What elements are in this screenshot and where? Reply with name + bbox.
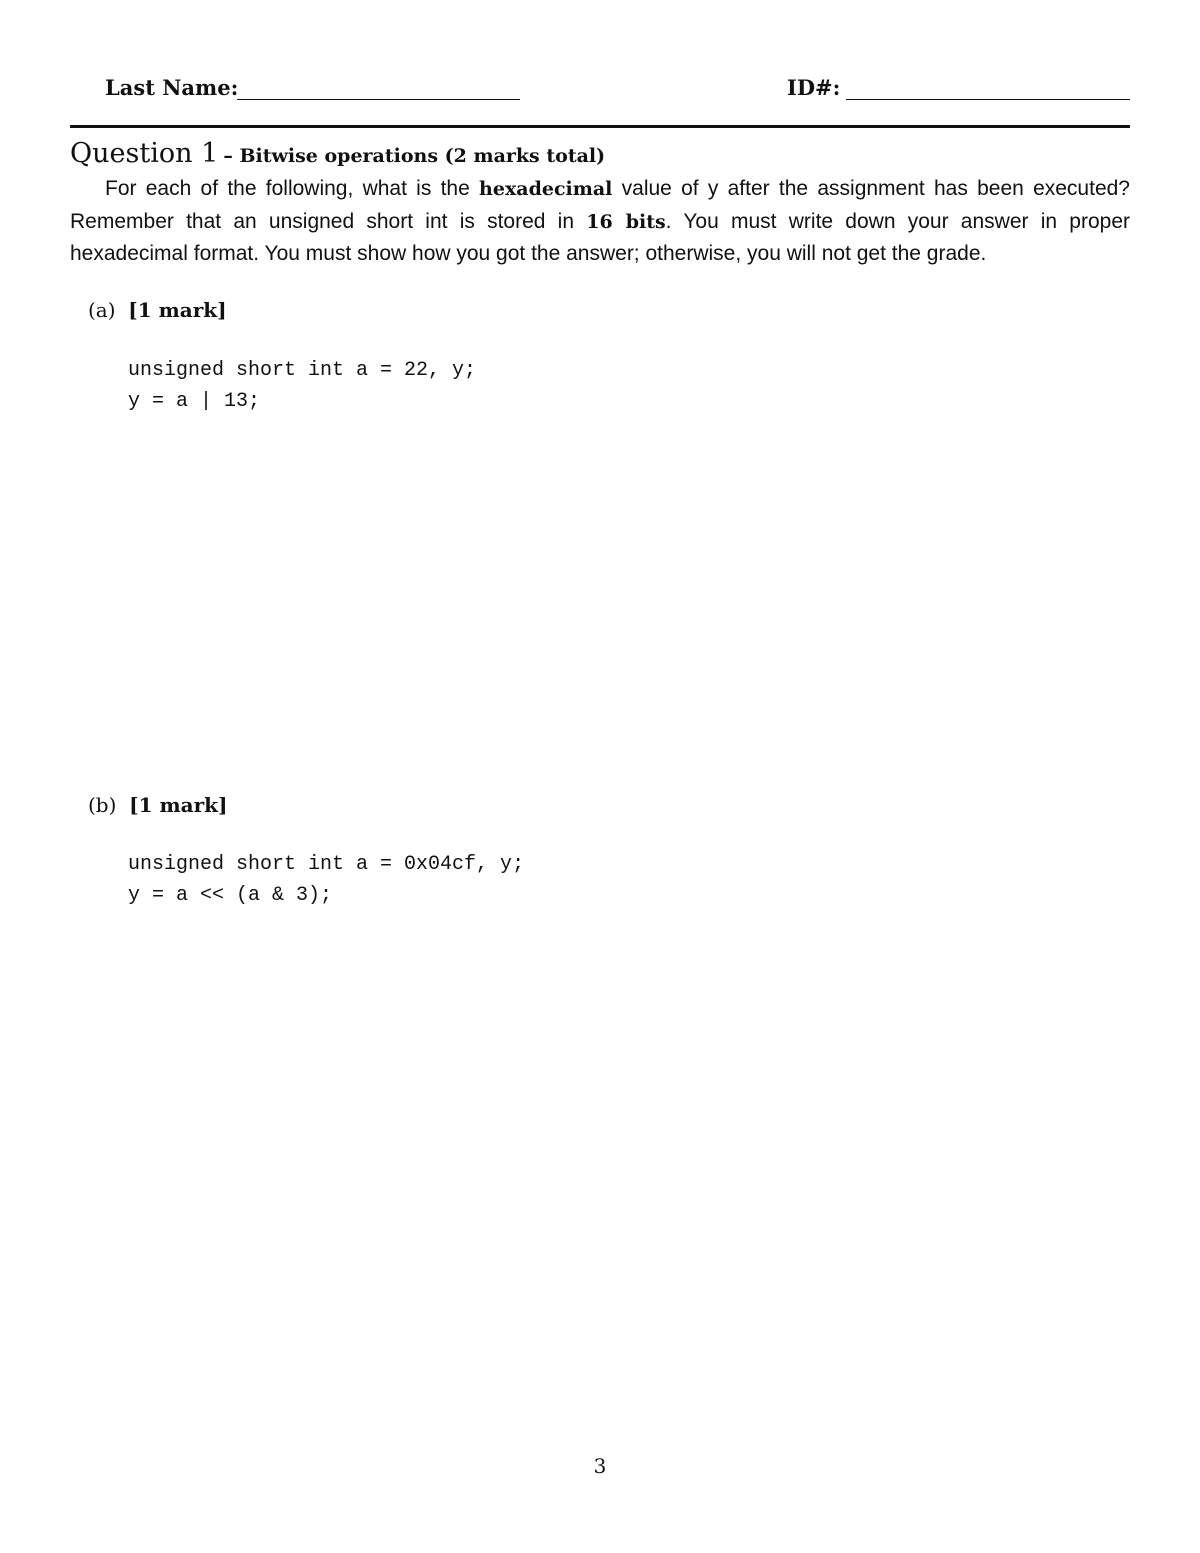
part-b-marks: [1 mark] xyxy=(129,793,228,817)
part-a-marks: [1 mark] xyxy=(128,298,227,322)
instructions-text-3: . You must write down your answer in proper hexadecimal format. You must show how you got the answer; otherwise, you will not get the grade. xyxy=(70,209,1130,265)
question-instructions xyxy=(70,173,1130,270)
code-line: y = a | 13; xyxy=(128,390,261,413)
part-a-letter: (a) xyxy=(88,298,116,322)
code-line: unsigned short int a = 0x04cf, y; xyxy=(128,853,525,876)
part-a-code xyxy=(128,355,476,417)
id-blank xyxy=(846,99,1130,100)
code-line: y = a << (a & 3); xyxy=(128,884,333,907)
instructions-text-1: For each of the following, what is the xyxy=(105,177,480,200)
last-name-label: Last Name: xyxy=(105,75,239,100)
id-label: ID#: xyxy=(787,75,841,100)
part-b-code xyxy=(128,849,524,911)
instructions-text-2: value of y after the assignment has been executed? Remember that an unsigned short int is stored in xyxy=(70,177,1130,233)
question-subtitle: – Bitwise operations (2 marks total) xyxy=(223,145,606,167)
header-rule xyxy=(70,125,1130,128)
page-number: 3 xyxy=(593,1454,607,1478)
part-b-letter: (b) xyxy=(88,793,117,817)
question-number: Question 1 xyxy=(70,138,219,169)
instructions-bold-16-bits: 16 bits xyxy=(586,210,666,233)
code-line: unsigned short int a = 22, y; xyxy=(128,359,477,382)
question-title xyxy=(70,136,605,174)
instructions-bold-hexadecimal: hexadecimal xyxy=(479,178,613,200)
last-name-blank xyxy=(237,99,520,100)
part-b-label xyxy=(88,791,227,819)
page-header xyxy=(0,0,1200,110)
part-a-label xyxy=(88,296,227,324)
